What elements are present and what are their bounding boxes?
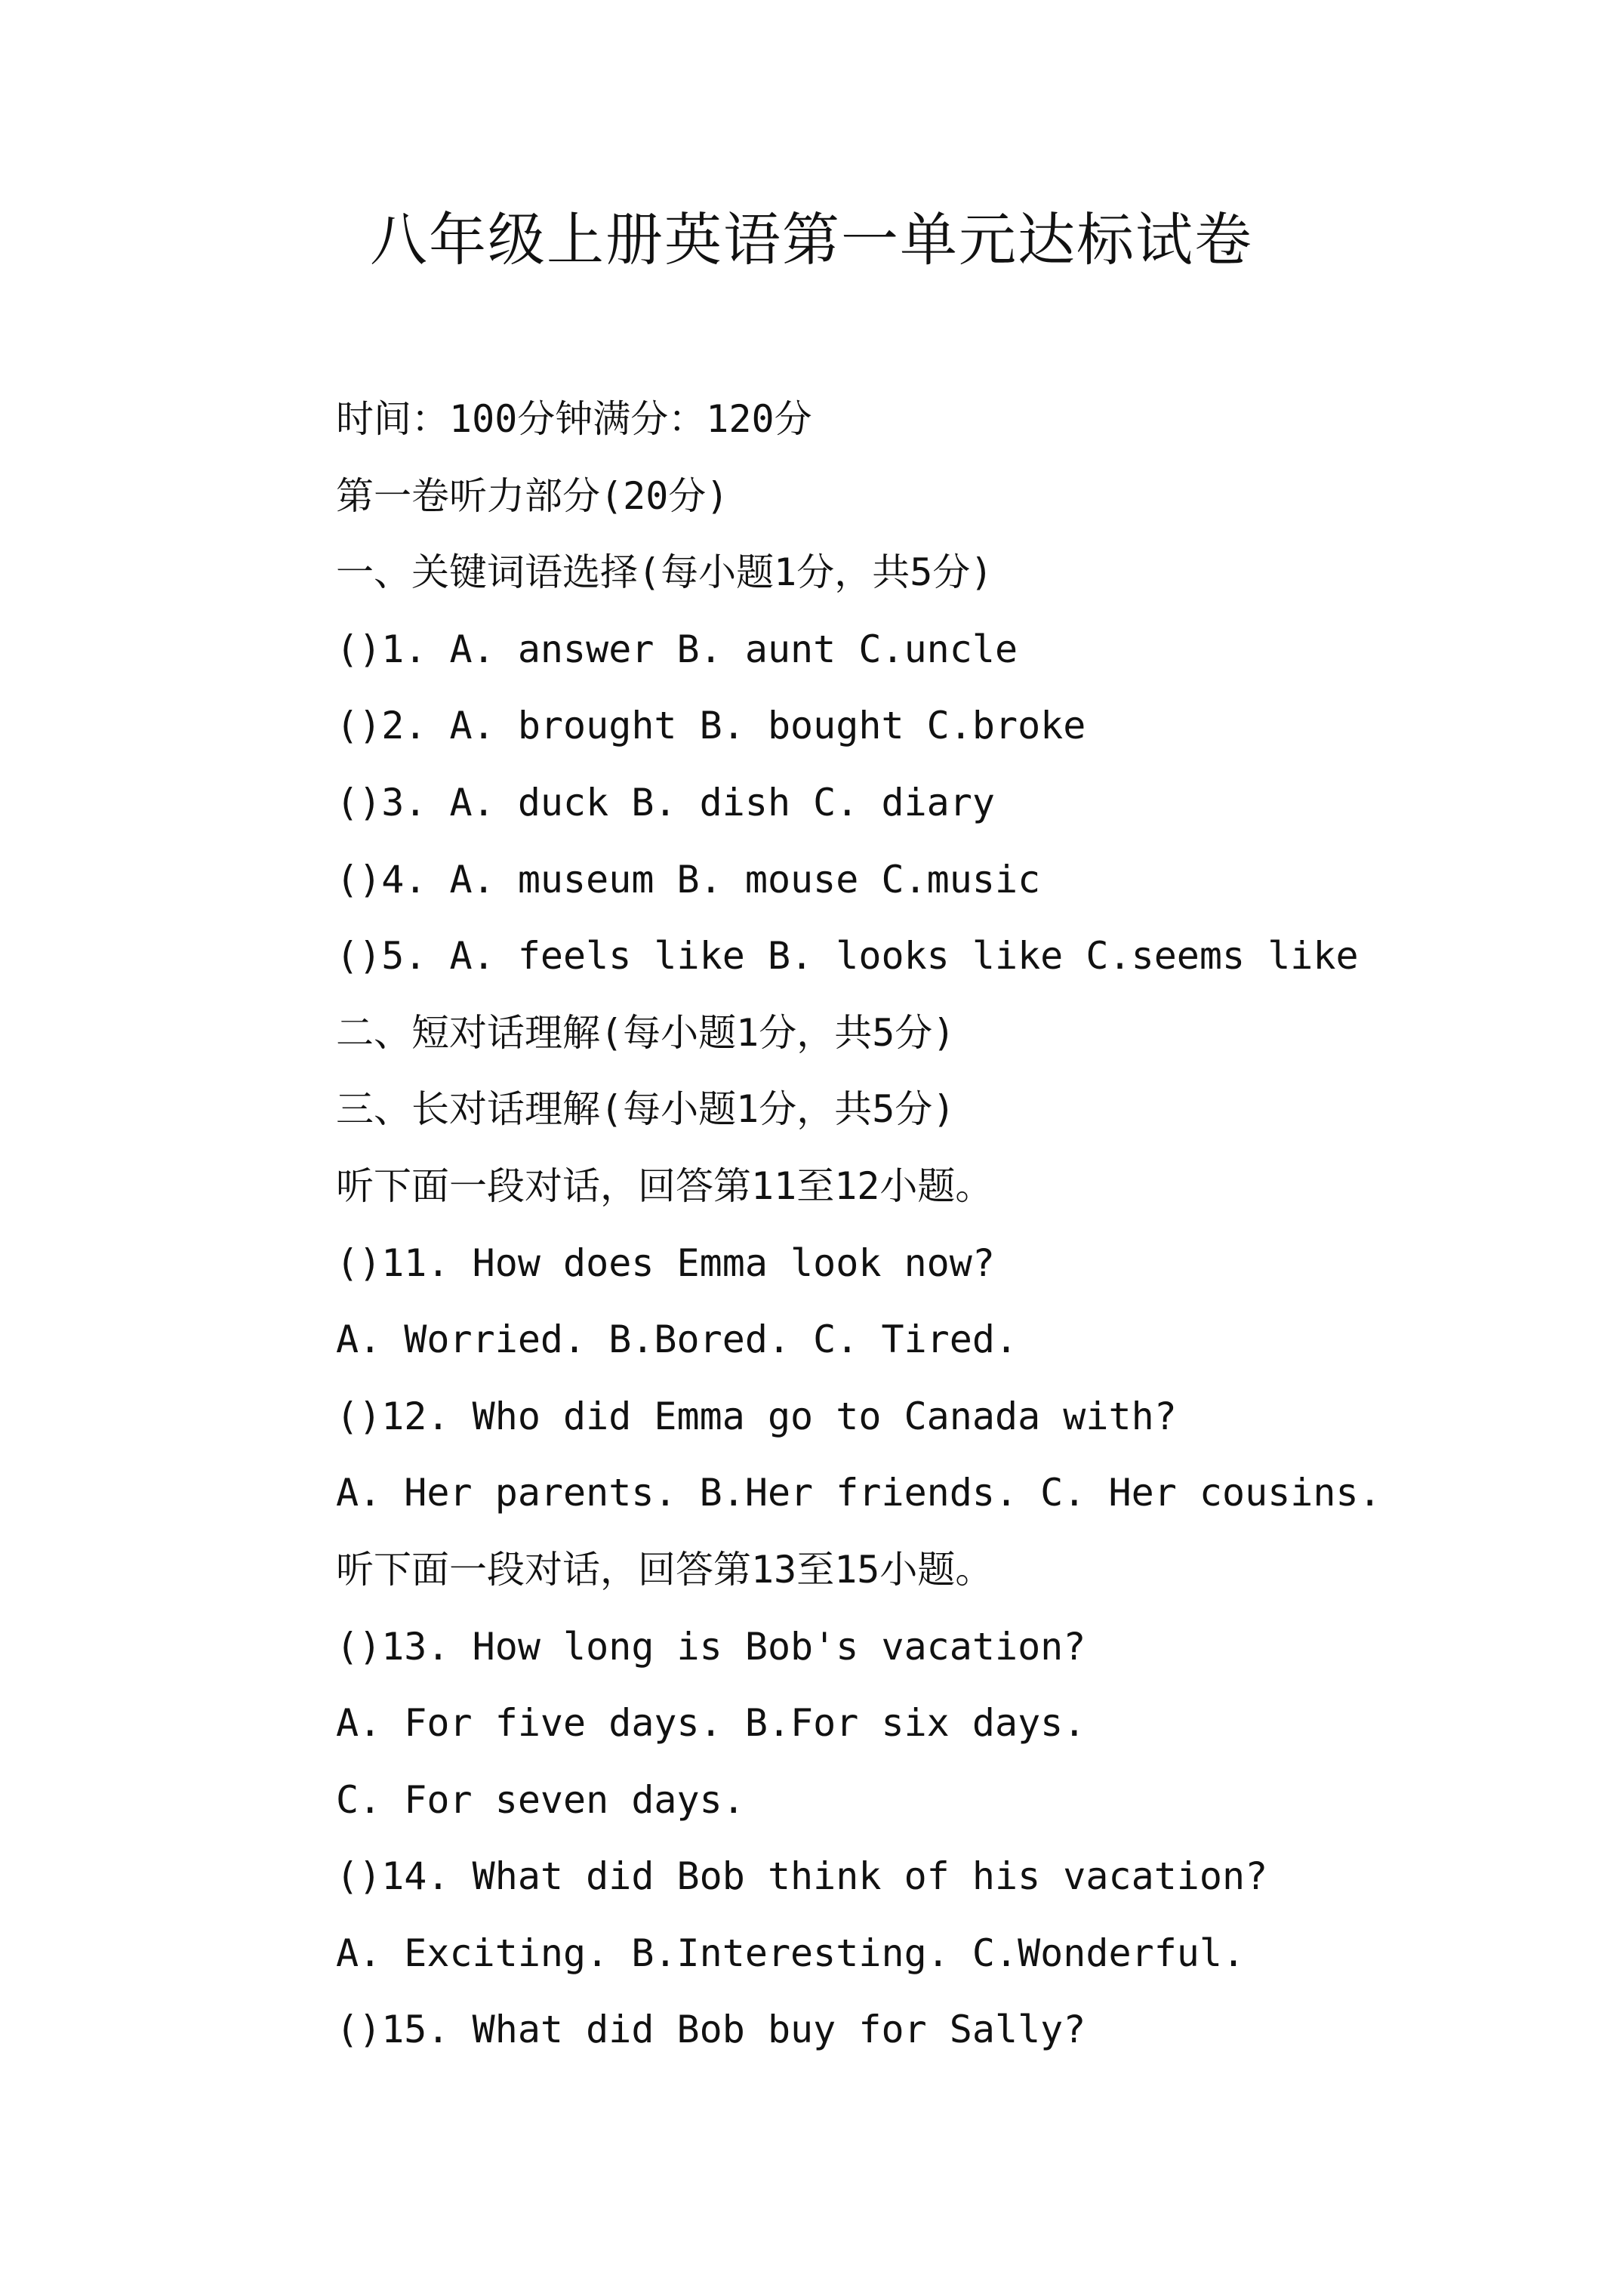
question-11: ()11. How does Emma look now? bbox=[336, 1240, 995, 1285]
section-3-heading: 三、长对话理解(每小题1分，共5分) bbox=[336, 1087, 956, 1132]
dialogue-instruction-11-12: 听下面一段对话，回答第11至12小题。 bbox=[336, 1163, 993, 1208]
question-13: ()13. How long is Bob's vacation? bbox=[336, 1624, 1086, 1669]
question-13-option-c: C. For seven days. bbox=[336, 1777, 745, 1822]
question-1: ()1. A. answer B. aunt C.uncle bbox=[336, 627, 1018, 671]
exam-body bbox=[336, 381, 1589, 2069]
question-12-options: A. Her parents. B.Her friends. C. Her cousins. bbox=[336, 1471, 1381, 1515]
listening-part-heading: 第一卷听力部分(20分) bbox=[336, 473, 729, 518]
question-5: ()5. A. feels like B. looks like C.seems like bbox=[336, 934, 1359, 978]
question-15: ()15. What did Bob buy for Sally? bbox=[336, 2008, 1086, 2052]
question-4: ()4. A. museum B. mouse C.music bbox=[336, 857, 1041, 901]
exam-title: 八年级上册英语第一单元达标试卷 bbox=[370, 206, 1253, 273]
section-1-heading: 一、关键词语选择(每小题1分，共5分) bbox=[336, 550, 993, 595]
question-14: ()14. What did Bob think of his vacation? bbox=[336, 1854, 1268, 1899]
section-2-heading: 二、短对话理解(每小题1分，共5分) bbox=[336, 1010, 956, 1055]
question-14-options: A. Exciting. B.Interesting. C.Wonderful. bbox=[336, 1931, 1246, 1975]
exam-time-score-line: 时间：100分钟满分：120分 bbox=[336, 397, 812, 441]
question-11-options: A. Worried. B.Bored. C. Tired. bbox=[336, 1318, 1018, 1362]
dialogue-instruction-13-15: 听下面一段对话，回答第13至15小题。 bbox=[336, 1547, 993, 1592]
question-13-options-ab: A. For five days. B.For six days. bbox=[336, 1701, 1086, 1746]
question-12: ()12. Who did Emma go to Canada with? bbox=[336, 1394, 1177, 1438]
question-3: ()3. A. duck B. dish C. diary bbox=[336, 780, 995, 824]
question-2: ()2. A. brought B. bought C.broke bbox=[336, 704, 1086, 748]
